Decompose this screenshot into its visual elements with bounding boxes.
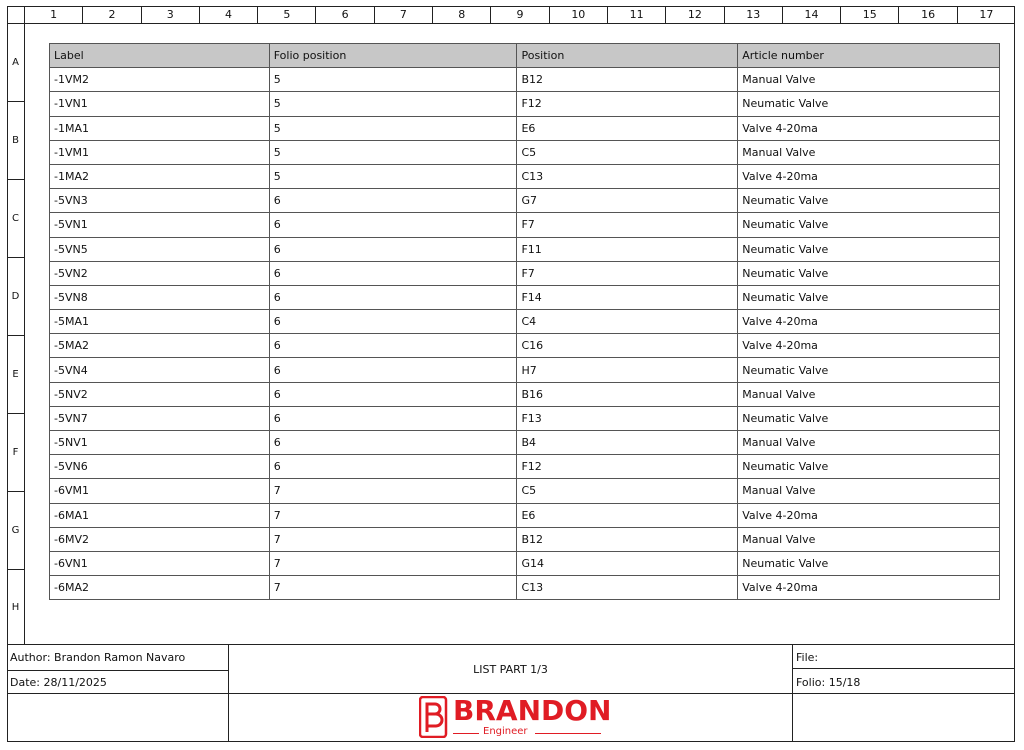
row-ruler-cell: C: [7, 180, 24, 258]
cell-label: -6MV2: [50, 527, 270, 551]
column-ruler-cell: 10: [549, 6, 607, 23]
column-ruler: [25, 6, 1015, 24]
column-ruler-cell: 13: [724, 6, 782, 23]
column-ruler-cell: 9: [490, 6, 548, 23]
ruler-corner: [7, 6, 25, 24]
cell-label: -5NV1: [50, 431, 270, 455]
cell-article-number: Valve 4-20ma: [738, 310, 1000, 334]
cell-article-number: Valve 4-20ma: [738, 334, 1000, 358]
cell-article-number: Manual Valve: [738, 140, 1000, 164]
cell-label: -5VN1: [50, 213, 270, 237]
title-block-divider: [7, 670, 229, 671]
table-row: [50, 140, 1000, 164]
cell-label: -1VM1: [50, 140, 270, 164]
cell-position: F11: [517, 237, 738, 261]
table-row: [50, 310, 1000, 334]
column-ruler-cell: 6: [315, 6, 373, 23]
table-row: [50, 261, 1000, 285]
cell-folio-position: 6: [269, 285, 517, 309]
header-label: Label: [50, 44, 270, 68]
cell-position: F13: [517, 406, 738, 430]
cell-article-number: Neumatic Valve: [738, 92, 1000, 116]
cell-label: -5VN7: [50, 406, 270, 430]
cell-article-number: Neumatic Valve: [738, 213, 1000, 237]
table-row: [50, 334, 1000, 358]
cell-position: C13: [517, 576, 738, 600]
table-row: [50, 92, 1000, 116]
cell-folio-position: 6: [269, 237, 517, 261]
drawing-title: LIST PART 1/3: [473, 663, 548, 676]
cell-article-number: Valve 4-20ma: [738, 164, 1000, 188]
cell-folio-position: 7: [269, 527, 517, 551]
cell-folio-position: 7: [269, 503, 517, 527]
column-ruler-cell: 17: [957, 6, 1015, 23]
cell-label: -5MA1: [50, 310, 270, 334]
folio-field: Folio: 15/18: [796, 676, 861, 689]
row-ruler-cell: G: [7, 492, 24, 570]
author-field: Author: Brandon Ramon Navaro: [10, 651, 186, 664]
cell-article-number: Manual Valve: [738, 527, 1000, 551]
cell-folio-position: 6: [269, 213, 517, 237]
cell-label: -5VN2: [50, 261, 270, 285]
brand-mark-icon: [419, 696, 449, 738]
file-field: File:: [796, 651, 819, 664]
table-row: [50, 237, 1000, 261]
cell-label: -5VN4: [50, 358, 270, 382]
cell-label: -6VN1: [50, 551, 270, 575]
cell-article-number: Neumatic Valve: [738, 261, 1000, 285]
cell-article-number: Manual Valve: [738, 382, 1000, 406]
table-header-row: [50, 44, 1000, 68]
cell-label: -6MA2: [50, 576, 270, 600]
column-ruler-cell: 16: [898, 6, 956, 23]
header-position: Position: [517, 44, 738, 68]
row-ruler-cell: F: [7, 414, 24, 492]
table-row: [50, 164, 1000, 188]
row-ruler-cell: B: [7, 102, 24, 180]
cell-position: C4: [517, 310, 738, 334]
table-row: [50, 213, 1000, 237]
table-row: [50, 479, 1000, 503]
cell-folio-position: 6: [269, 334, 517, 358]
brand-rule-right: [535, 733, 601, 734]
cell-position: F12: [517, 455, 738, 479]
column-ruler-cell: 7: [374, 6, 432, 23]
table-row: [50, 116, 1000, 140]
cell-position: E6: [517, 503, 738, 527]
cell-folio-position: 5: [269, 140, 517, 164]
table-row: [50, 551, 1000, 575]
cell-article-number: Manual Valve: [738, 431, 1000, 455]
cell-position: C5: [517, 140, 738, 164]
cell-position: B4: [517, 431, 738, 455]
cell-article-number: Manual Valve: [738, 479, 1000, 503]
brand-name: BRANDON: [453, 694, 612, 727]
column-ruler-cell: 4: [199, 6, 257, 23]
column-ruler-cell: 3: [141, 6, 199, 23]
cell-label: -1VM2: [50, 68, 270, 92]
title-block-top-line: [7, 644, 1015, 645]
cell-position: B12: [517, 68, 738, 92]
cell-position: E6: [517, 116, 738, 140]
row-ruler-cell: E: [7, 336, 24, 414]
table-row: [50, 455, 1000, 479]
cell-folio-position: 5: [269, 164, 517, 188]
cell-article-number: Neumatic Valve: [738, 406, 1000, 430]
cell-position: B16: [517, 382, 738, 406]
cell-label: -1MA1: [50, 116, 270, 140]
column-ruler-cell: 1: [50, 8, 58, 21]
cell-label: -5MA2: [50, 334, 270, 358]
header-article-number: Article number: [738, 44, 1000, 68]
date-field: Date: 28/11/2025: [10, 676, 107, 689]
header-folio-position: Folio position: [269, 44, 517, 68]
table-row: [50, 503, 1000, 527]
cell-folio-position: 7: [269, 479, 517, 503]
cell-folio-position: 6: [269, 189, 517, 213]
cell-position: F12: [517, 92, 738, 116]
row-ruler-cell: H: [11, 601, 20, 613]
cell-position: F14: [517, 285, 738, 309]
table-row: [50, 358, 1000, 382]
cell-label: -6VM1: [50, 479, 270, 503]
table-row: [50, 189, 1000, 213]
cell-article-number: Valve 4-20ma: [738, 576, 1000, 600]
cell-folio-position: 6: [269, 431, 517, 455]
column-ruler-cell: 5: [257, 6, 315, 23]
cell-position: C16: [517, 334, 738, 358]
cell-article-number: Neumatic Valve: [738, 551, 1000, 575]
cell-label: -6MA1: [50, 503, 270, 527]
table-row: [50, 68, 1000, 92]
row-ruler-cell: A: [7, 24, 24, 102]
cell-folio-position: 6: [269, 406, 517, 430]
cell-position: C5: [517, 479, 738, 503]
column-ruler-cell: 2: [82, 6, 140, 23]
cell-position: F7: [517, 261, 738, 285]
cell-folio-position: 6: [269, 455, 517, 479]
cell-label: -5VN5: [50, 237, 270, 261]
cell-article-number: Valve 4-20ma: [738, 503, 1000, 527]
row-ruler: [7, 24, 25, 644]
cell-folio-position: 6: [269, 382, 517, 406]
cell-position: G7: [517, 189, 738, 213]
cell-folio-position: 6: [269, 358, 517, 382]
cell-position: C13: [517, 164, 738, 188]
cell-position: F7: [517, 213, 738, 237]
cell-folio-position: 5: [269, 68, 517, 92]
cell-article-number: Neumatic Valve: [738, 189, 1000, 213]
title-block-vline: [228, 644, 229, 742]
cell-label: -1VN1: [50, 92, 270, 116]
cell-position: H7: [517, 358, 738, 382]
brand-rule-left: [453, 733, 479, 734]
column-ruler-cell: 11: [607, 6, 665, 23]
cell-position: G14: [517, 551, 738, 575]
brandon-engineer-logo: [419, 694, 612, 740]
row-ruler-cell: D: [7, 258, 24, 336]
table-row: [50, 431, 1000, 455]
cell-position: B12: [517, 527, 738, 551]
cell-label: -5NV2: [50, 382, 270, 406]
column-ruler-cell: 12: [665, 6, 723, 23]
column-ruler-cell: 14: [782, 6, 840, 23]
component-list-table: [49, 43, 1000, 600]
brand-subtitle: Engineer: [483, 726, 528, 737]
cell-folio-position: 5: [269, 92, 517, 116]
table-row: [50, 382, 1000, 406]
cell-label: -5VN8: [50, 285, 270, 309]
cell-label: -5VN3: [50, 189, 270, 213]
table-row: [50, 285, 1000, 309]
title-block-divider: [793, 668, 1015, 669]
column-ruler-cell: 8: [432, 6, 490, 23]
cell-article-number: Valve 4-20ma: [738, 116, 1000, 140]
column-ruler-cell: 15: [840, 6, 898, 23]
cell-article-number: Manual Valve: [738, 68, 1000, 92]
cell-folio-position: 6: [269, 310, 517, 334]
cell-article-number: Neumatic Valve: [738, 237, 1000, 261]
cell-article-number: Neumatic Valve: [738, 455, 1000, 479]
cell-folio-position: 7: [269, 576, 517, 600]
table-row: [50, 576, 1000, 600]
table-row: [50, 406, 1000, 430]
cell-folio-position: 7: [269, 551, 517, 575]
table-row: [50, 527, 1000, 551]
cell-article-number: Neumatic Valve: [738, 285, 1000, 309]
title-block-vline: [792, 644, 793, 742]
cell-label: -5VN6: [50, 455, 270, 479]
cell-label: -1MA2: [50, 164, 270, 188]
cell-folio-position: 5: [269, 116, 517, 140]
cell-article-number: Neumatic Valve: [738, 358, 1000, 382]
cell-folio-position: 6: [269, 261, 517, 285]
